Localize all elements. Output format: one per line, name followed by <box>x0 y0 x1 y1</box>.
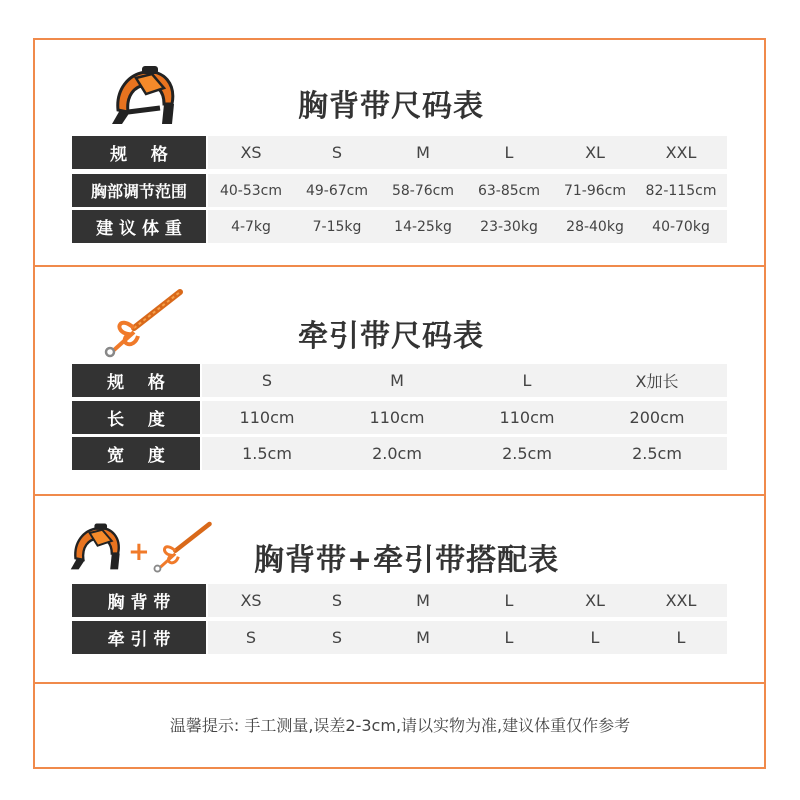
table-cell: 82-115cm <box>645 182 717 199</box>
table-cell: XL <box>585 591 605 610</box>
table-cell: S <box>331 591 343 610</box>
table-row <box>72 401 727 434</box>
row-header: 规 格 <box>72 136 206 169</box>
leash-title: 牵引带尺码表 <box>298 319 484 354</box>
table-cell: L <box>504 591 514 610</box>
table-cell: M <box>416 591 430 610</box>
table-cell: XXL <box>665 591 697 610</box>
table-cell: 63-85cm <box>477 182 540 199</box>
table-cell: S <box>245 628 257 647</box>
section-divider <box>33 265 766 267</box>
table-cell: 58-76cm <box>391 182 454 199</box>
table-cell: XXL <box>665 143 697 162</box>
plus-sign: + <box>128 537 150 567</box>
table-cell: 2.5cm <box>632 444 682 463</box>
warm-tip: 温馨提示: 手工测量,误差2-3cm,请以实物为准,建议体重仅作参考 <box>169 716 631 735</box>
table-cell: M <box>416 143 430 162</box>
table-cell: L <box>504 628 514 647</box>
leash-icon <box>150 520 214 574</box>
table-cell: X加长 <box>635 372 679 391</box>
table-cell: XS <box>240 591 262 610</box>
table-cell: S <box>261 371 273 390</box>
table-row <box>72 136 727 169</box>
table-row <box>72 210 727 243</box>
row-header: 长 度 <box>72 401 200 434</box>
harness-icon <box>66 520 126 576</box>
table-cell: L <box>504 143 514 162</box>
table-cell: M <box>416 628 430 647</box>
combo-title: 胸背带+牵引带搭配表 <box>254 543 560 578</box>
row-header: 建 议 体 重 <box>72 210 206 243</box>
table-cell: XS <box>240 143 262 162</box>
table-cell: 23-30kg <box>480 218 538 235</box>
table-cell: 2.5cm <box>502 444 552 463</box>
table-cell: S <box>331 628 343 647</box>
table-row <box>72 437 727 470</box>
table-cell: 110cm <box>239 408 295 427</box>
table-cell: 110cm <box>499 408 555 427</box>
table-cell: 110cm <box>369 408 425 427</box>
section-divider <box>33 494 766 496</box>
row-header: 宽 度 <box>72 437 200 470</box>
table-row <box>72 584 727 617</box>
table-cell: 40-53cm <box>219 182 282 199</box>
table-cell: XL <box>585 143 605 162</box>
row-header: 胸部调节范围 <box>72 174 206 207</box>
table-cell: 71-96cm <box>563 182 626 199</box>
row-header: 胸 背 带 <box>72 584 206 617</box>
table-row <box>72 621 727 654</box>
table-row <box>72 364 727 397</box>
table-cell: 7-15kg <box>312 218 362 235</box>
table-cell: L <box>522 371 532 390</box>
table-cell: 1.5cm <box>242 444 292 463</box>
harness-title: 胸背带尺码表 <box>298 89 484 124</box>
harness-icon <box>106 64 182 130</box>
table-row <box>72 174 727 207</box>
table-cell: 49-67cm <box>305 182 368 199</box>
table-cell: 40-70kg <box>652 218 710 235</box>
table-cell: M <box>390 371 404 390</box>
section-divider <box>33 682 766 684</box>
table-cell: 2.0cm <box>372 444 422 463</box>
row-header: 规 格 <box>72 364 200 397</box>
row-header: 牵 引 带 <box>72 621 206 654</box>
table-cell: 4-7kg <box>231 218 271 235</box>
table-cell: 28-40kg <box>566 218 624 235</box>
table-cell: 200cm <box>629 408 685 427</box>
leash-icon <box>100 288 186 358</box>
table-cell: L <box>676 628 686 647</box>
table-cell: 14-25kg <box>394 218 452 235</box>
table-cell: L <box>590 628 600 647</box>
table-cell: S <box>331 143 343 162</box>
